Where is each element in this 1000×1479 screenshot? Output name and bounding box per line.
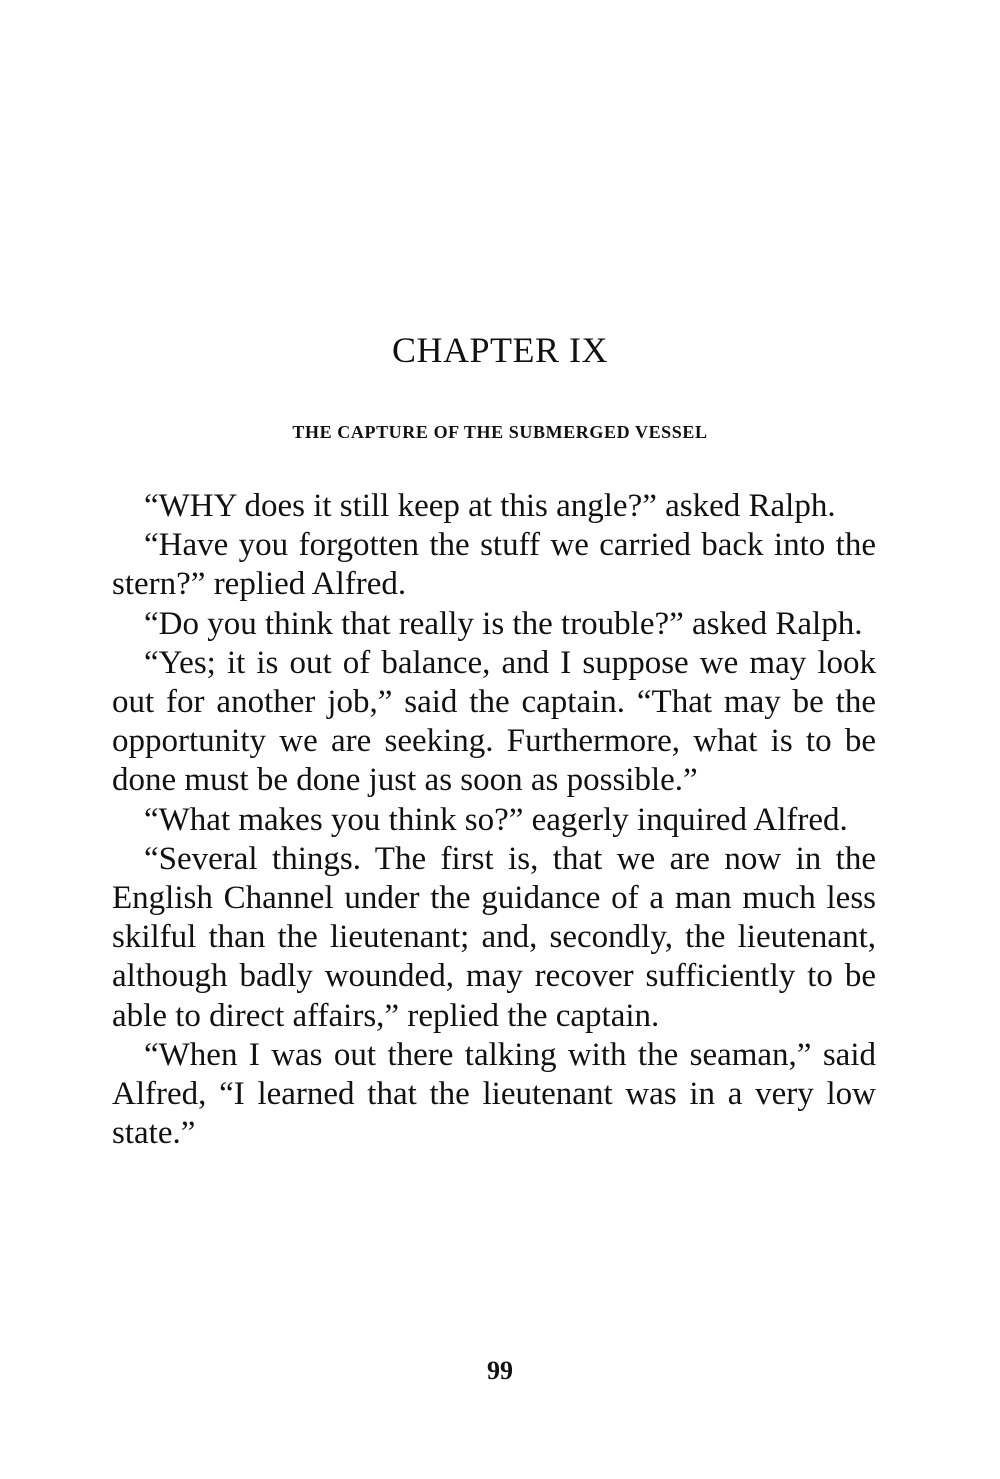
body-text [112, 487, 876, 1153]
paragraph: “WHY does it still keep at this angle?” asked Ralph. [144, 488, 836, 524]
paragraph: “Do you think that really is the trouble?” asked Ralph. [144, 605, 863, 642]
paragraph: “Have you forgotten the stuff we carried back into the stern?” replied Alfred. [112, 527, 876, 603]
chapter-title: THE CAPTURE OF THE SUBMERGED VESSEL [292, 422, 708, 442]
paragraph: “Yes; it is out of balance, and I suppose we may look out for another job,” said the captain. “That may be the opportunity we are seeking. Furthermore, what is to be done must be done just as soon as possible.” [112, 644, 876, 799]
paragraph: “What makes you think so?” eagerly inquired Alfred. [144, 801, 848, 838]
paragraph: “Several things. The first is, that we are now in the English Channel under the guidance of a man much less skilful than the lieutenant; and, secondly, the lieutenant, although badly wounded, may recover sufficiently to be able to direct affairs,” replied the captain. [112, 840, 876, 1034]
paragraph: “When I was out there talking with the seaman,” said Alfred, “I learned that the lieutenant was in a very low state.” [112, 1036, 876, 1152]
page-number: 99 [487, 1356, 513, 1385]
chapter-heading: CHAPTER IX [391, 330, 608, 370]
